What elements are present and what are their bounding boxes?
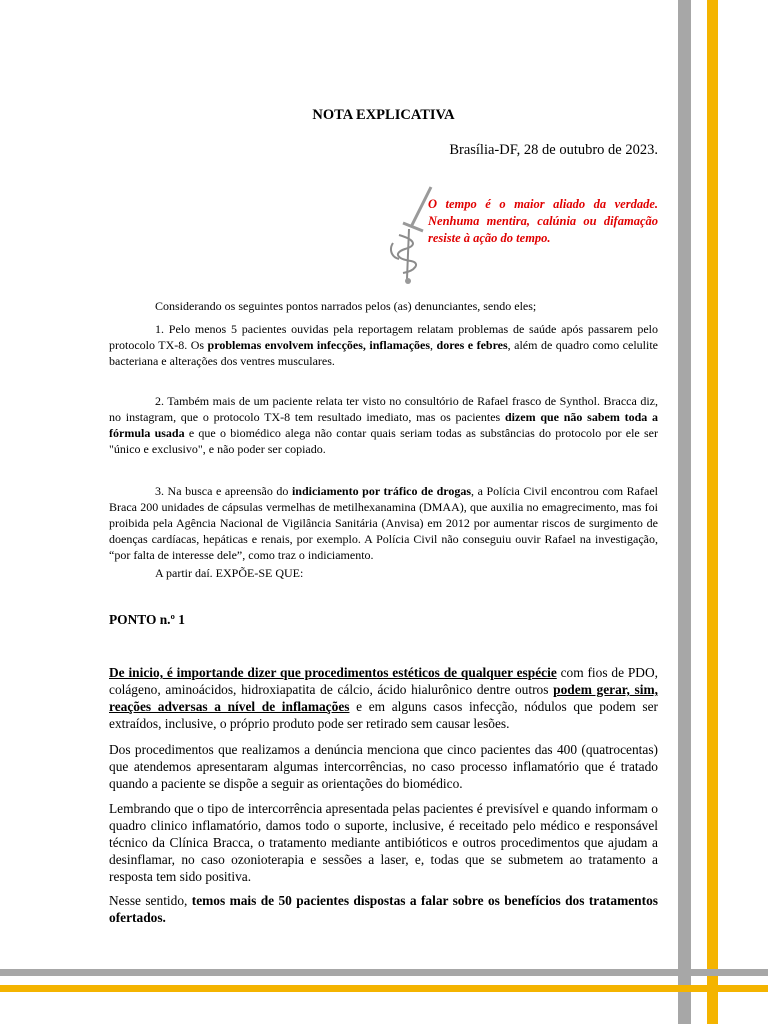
- ponto-1-paragraph-2: Dos procedimentos que realizamos a denúncia menciona que cinco pacientes das 400 (quatrocentas) que atendemos apresentaram algumas intercorrências, no caso processo inflamatório que é tratado quando a paciente se dispõe a seguir as orientações do biomédico.: [109, 742, 658, 791]
- dateline: Brasília-DF, 28 de outubro de 2023.: [449, 142, 658, 158]
- border-bar-vertical-gold: [707, 0, 718, 1024]
- item-1-paragraph: 1. Pelo menos 5 pacientes ouvidas pela reportagem relatam problemas de saúde após passarem pelo protocolo TX-8. Os problemas envolvem infecções, inflamações, dores e febres, além de quadro como celulite bacteriana e alterações dos ventres musculares.: [109, 322, 658, 368]
- border-bar-vertical-gray: [678, 0, 691, 1024]
- document-title: NOTA EXPLICATIVA: [312, 107, 455, 123]
- ponto-heading: PONTO n.º 1: [109, 612, 185, 627]
- item-3-paragraph: 3. Na busca e apreensão do indiciamento por tráfico de drogas, a Polícia Civil encontrou com Rafael Braca 200 unidades de cápsulas vermelhas de metilhexanamina (DMAA), que auxilia no emagrecimento, mas foi proibida pela Agência Nacional de Vigilância Sanitária (Anvisa) em 2012 por aumentar riscos de surgimento de doenças cardíacas, hepáticas e renais, por exemplo. A Polícia Civil não conseguiu ouvir Rafael na investigação, “por falta de interesse dele”, como traz o indiciamento.: [109, 484, 658, 562]
- ponto-1-paragraph-4: Nesse sentido, temos mais de 50 pacientes dispostas a falar sobre os benefícios dos tratamentos ofertados.: [109, 893, 658, 925]
- expose-line: A partir daí. EXPÕE-SE QUE:: [155, 566, 304, 580]
- intro-paragraph: Considerando os seguintes pontos narrados pelos (as) denunciantes, sendo eles;: [155, 299, 537, 313]
- motto-quote: O tempo é o maior aliado da verdade. Nenhuma mentira, calúnia ou difamação resiste à ação do tempo.: [428, 197, 658, 245]
- border-bar-horizontal-gold: [0, 985, 768, 992]
- ponto-1-paragraph-3: Lembrando que o tipo de intercorrência apresentada pelas pacientes é previsível e quando informam o quadro clinico inflamatório, damos todo o suporte, inclusive, é receitado pelo médico e responsável técnico da Clínica Bracca, o tratamento mediante antibióticos e outros procedimentos que ajudam a desinflamar, no caso ozonioterapia e sessões a laser, e, todas que se submetem ao tratamento a resposta tem sido positiva.: [109, 801, 658, 884]
- border-bar-horizontal-gray: [0, 969, 768, 976]
- item-2-paragraph: 2. Também mais de um paciente relata ter visto no consultório de Rafael frasco de Synthol. Bracca diz, no instagram, que o protocolo TX-8 tem resultado imediato, mas os pacientes dizem que não sabem toda a fórmula usada e que o biomédico alega não contar quais seriam todas as substâncias do protocolo por ele ser "único e exclusivo", e não poder ser copiado.: [109, 394, 658, 456]
- ponto-1-paragraph-1: De inicio, é importande dizer que procedimentos estéticos de qualquer espécie com fios de PDO, colágeno, aminoácidos, hidroxiapatita de cálcio, ácido hialurônico dentre outros podem gerar, sim, reações adversas a nível de inflamações e em alguns casos infecção, nódulos que podem ser extraídos, inclusive, o próprio produto pode ser retirado sem causar lesões.: [109, 665, 659, 731]
